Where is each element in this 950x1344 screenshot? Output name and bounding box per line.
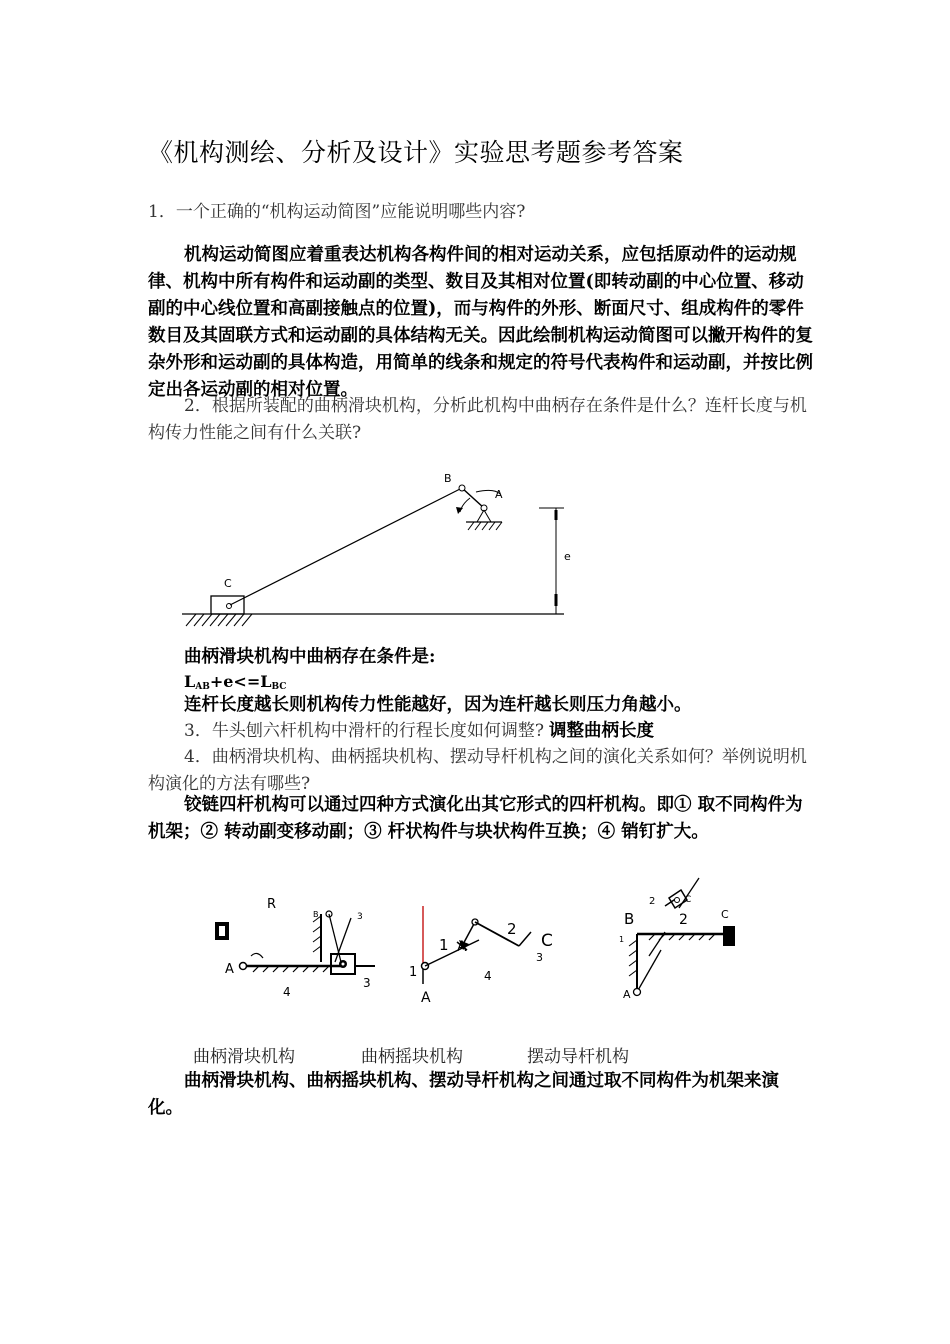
svg-text:1: 1 xyxy=(439,936,449,954)
label-a: A xyxy=(495,488,503,501)
svg-text:R: R xyxy=(267,897,277,912)
svg-text:B: B xyxy=(313,910,319,919)
svg-text:B: B xyxy=(624,910,635,928)
svg-text:A: A xyxy=(225,962,234,977)
svg-text:3: 3 xyxy=(357,912,363,922)
svg-text:2: 2 xyxy=(679,912,688,928)
caption-crank-slider: 曲柄滑块机构 xyxy=(193,1047,295,1067)
conclusion: 曲柄滑块机构、曲柄摇块机构、摆动导杆机构之间通过取不同构件为机架来演化。 xyxy=(148,1071,779,1118)
svg-text:A: A xyxy=(421,990,431,1006)
question-4: 4．曲柄滑块机构、曲柄摇块机构、摆动导杆机构之间的演化关系如何？举例说明机构演化的方法有哪些? xyxy=(148,747,807,794)
question-2: 2．根据所装配的曲柄滑块机构，分析此机构中曲柄存在条件是什么？连杆长度与机构传力性能之间有什么关联? xyxy=(148,396,807,443)
question-3: 3．牛头刨六杆机构中滑杆的行程长度如何调整? xyxy=(184,721,544,741)
question-1: 1．一个正确的“机构运动简图”应能说明哪些内容? xyxy=(148,202,526,222)
svg-text:2: 2 xyxy=(507,920,517,938)
label-c: C xyxy=(224,577,232,590)
svg-text:A: A xyxy=(623,988,631,1001)
caption-crank-rocker: 曲柄摇块机构 xyxy=(361,1047,463,1067)
svg-text:3: 3 xyxy=(536,951,543,964)
svg-text:C: C xyxy=(541,931,553,951)
svg-text:3: 3 xyxy=(363,976,371,990)
page-title: 《机构测绘、分析及设计》实验思考题参考答案 xyxy=(148,138,684,167)
answer-1: 机构运动简图应着重表达机构各构件间的相对运动关系，应包括原动件的运动规律、机构中所有构件和运动副的类型、数目及其相对位置(即转动副的中心位置、移动副的中心线位置和高副接触点的位置)，而与构件的外形、断面尺寸、组成构件的零件数目及其固联方式和运动副的具体结构无关。因此绘制机构运动简图可以撇开构件的复杂外形和运动副的具体构造，用简单的线条和规定的符号代表构件和运动副，并按比例定出各运动副的相对位置。 xyxy=(148,245,813,400)
svg-text:2: 2 xyxy=(649,896,656,907)
answer-4: 铰链四杆机构可以通过四种方式演化出其它形式的四杆机构。即① 取不同构件为机架；② 转动副变移动副；③ 杆状构件与块状构件互换；④ 销钉扩大。 xyxy=(148,795,803,842)
svg-text:1: 1 xyxy=(409,965,418,980)
crank-slider-figure xyxy=(144,460,624,640)
caption-oscillating-guide: 摆动导杆机构 xyxy=(527,1047,629,1067)
answer-2: 连杆长度越长则机构传力性能越好，因为连杆越长则压力角越小。 xyxy=(184,695,692,715)
svg-text:C: C xyxy=(685,895,692,905)
label-e: e xyxy=(564,550,571,563)
svg-text:4: 4 xyxy=(283,985,291,999)
mechanism-evolution-figure xyxy=(213,870,735,1020)
svg-text:1: 1 xyxy=(619,935,625,944)
answer-3: 调整曲柄长度 xyxy=(549,721,655,741)
question-3-line xyxy=(184,718,654,745)
joint-b xyxy=(459,485,465,491)
svg-text:C: C xyxy=(721,908,729,921)
label-b: B xyxy=(444,472,452,485)
svg-text:4: 4 xyxy=(484,969,492,983)
svg-text:A: A xyxy=(457,939,467,955)
crank-condition-formula: $L_{AB}+e<=L_{BC}$ xyxy=(184,672,287,692)
crank-condition-intro: 曲柄滑块机构中曲柄存在条件是: xyxy=(184,647,436,667)
